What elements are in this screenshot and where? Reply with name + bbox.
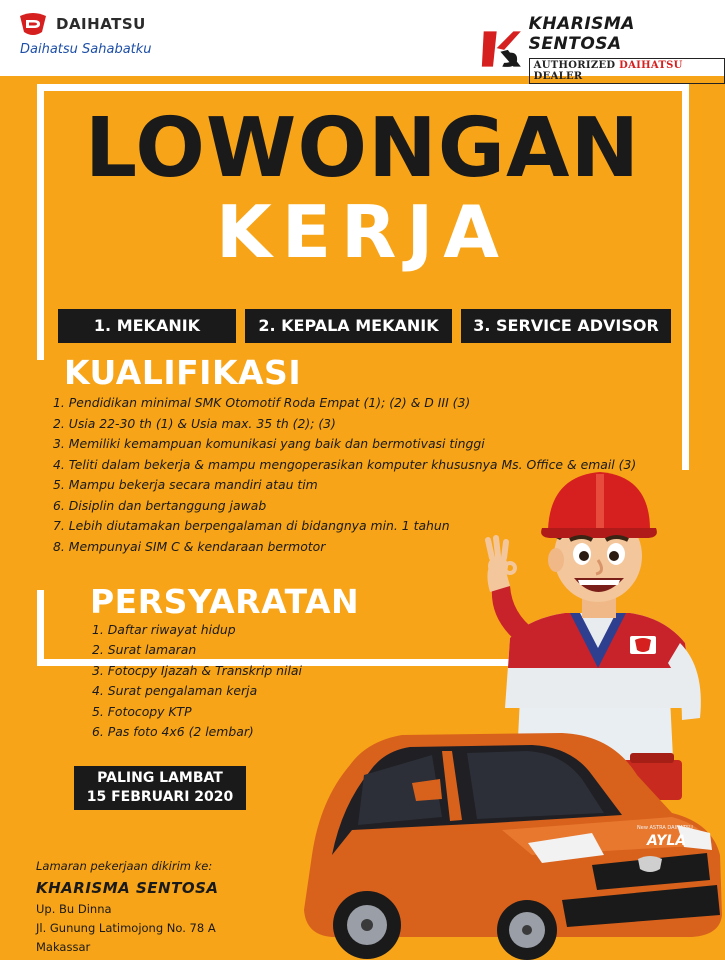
- position-mekanik: 1. MEKANIK: [58, 309, 236, 343]
- position-service-advisor: 3. SERVICE ADVISOR: [461, 309, 671, 343]
- daihatsu-logo: [18, 12, 146, 36]
- list-item: 6. Pas foto 4x6 (2 lembar): [92, 723, 254, 739]
- deadline-label: PALING LAMBAT: [97, 770, 223, 786]
- dealer-subtitle-prefix: AUTHORIZED: [533, 60, 620, 71]
- list-item: 5. Mampu bekerja secara mandiri atau tim: [53, 477, 318, 492]
- application-city: Makassar: [36, 940, 91, 954]
- kualifikasi-heading: KUALIFIKASI: [64, 353, 302, 392]
- application-attention: Up. Bu Dinna: [36, 902, 112, 916]
- list-item: 6. Disiplin dan bertanggung jawab: [53, 497, 267, 513]
- headline-kerja: KERJA: [216, 190, 509, 274]
- deadline-box: [74, 766, 246, 810]
- list-item: 1. Daftar riwayat hidup: [92, 622, 236, 637]
- car-model-label: AYLA: [647, 833, 687, 849]
- list-item: 7. Lebih diutamakan berpengalaman di bidangnya min. 1 tahun: [53, 518, 450, 533]
- list-item: 3. Memiliki kemampuan komunikasi yang baik dan bermotivasi tinggi: [53, 436, 485, 451]
- list-item: 3. Fotocpy Ijazah & Transkrip nilai: [92, 662, 302, 678]
- list-item: 4. Teliti dalam bekerja & mampu mengoperasikan komputer khususnya Ms. Office & email (3): [53, 456, 637, 472]
- daihatsu-emblem-icon: [18, 12, 48, 36]
- list-item: 5. Fotocopy KTP: [92, 703, 192, 719]
- header-band: [0, 0, 725, 82]
- position-kepala-mekanik: 2. KEPALA MEKANIK: [245, 309, 452, 343]
- dealer-logo: [480, 14, 725, 84]
- list-item: 8. Mempunyai SIM C & kendaraan bermotor: [53, 538, 326, 554]
- positions-row: [58, 309, 671, 343]
- persyaratan-list: [92, 620, 302, 742]
- list-item: 1. Pendidikan minimal SMK Otomotif Roda Empat (1); (2) & D III (3): [53, 395, 471, 410]
- application-street: Jl. Gunung Latimojong No. 78 A: [36, 921, 216, 935]
- persyaratan-heading: PERSYARATAN: [90, 582, 360, 621]
- daihatsu-brand-name: DAIHATSU: [56, 15, 146, 33]
- car-badge-label: New ASTRA DAIHATSU: [637, 825, 693, 831]
- list-item: 2. Usia 22-30 th (1) & Usia max. 35 th (2); (3): [53, 415, 336, 431]
- dealer-subtitle: [529, 58, 725, 84]
- daihatsu-tagline: Daihatsu Sahabatku: [20, 42, 152, 57]
- daihatsu-ayla-car-icon: [292, 705, 725, 960]
- application-address: [36, 856, 218, 957]
- deadline-date: 15 FEBRUARI 2020: [86, 789, 234, 805]
- application-intro: Lamaran pekerjaan dikirim ke:: [36, 859, 213, 873]
- dealer-subtitle-brand: DAIHATSU: [619, 60, 683, 71]
- list-item: 2. Surat lamaran: [92, 642, 197, 658]
- kharisma-sentosa-emblem-icon: [480, 26, 523, 72]
- headline-lowongan: LOWONGAN: [84, 101, 641, 196]
- list-item: 4. Surat pengalaman kerja: [92, 683, 258, 699]
- dealer-name: KHARISMA SENTOSA: [528, 14, 635, 54]
- dealer-subtitle-suffix: DEALER: [533, 71, 583, 82]
- frame-gap-left: [30, 360, 50, 590]
- application-company: KHARISMA SENTOSA: [36, 879, 219, 897]
